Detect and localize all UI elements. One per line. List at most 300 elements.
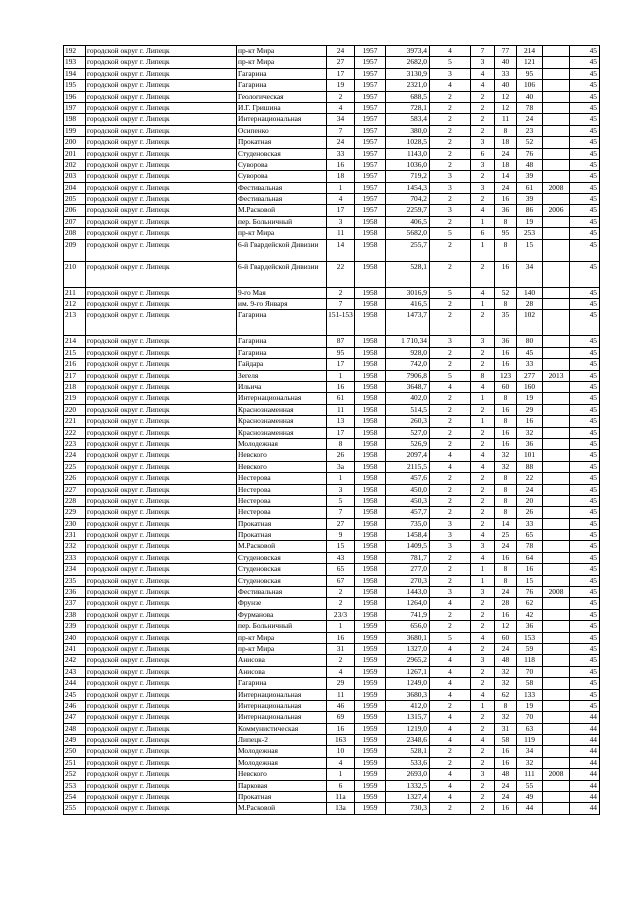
cell-row-number: 249 (64, 735, 86, 746)
cell-floors: 2 (430, 299, 471, 310)
cell-overhaul-year (543, 746, 570, 757)
cell-wear-percent: 45 (570, 643, 600, 654)
cell-build-year: 1959 (355, 792, 386, 803)
cell-build-year: 1958 (355, 261, 386, 287)
cell-house-number: 13 (327, 416, 355, 427)
cell-house-number: 27 (327, 57, 355, 68)
cell-build-year: 1958 (355, 495, 386, 506)
cell-area: 2682,0 (386, 57, 430, 68)
cell-house-number: 1 (327, 473, 355, 484)
cell-area: 5682,0 (386, 228, 430, 239)
cell-entrances: 2 (471, 666, 495, 677)
table-row (64, 310, 600, 336)
cell-overhaul-year (543, 393, 570, 404)
cell-row-number: 210 (64, 261, 86, 287)
table-row (64, 598, 600, 609)
table-row (64, 678, 600, 689)
cell-residents: 55 (517, 780, 543, 791)
cell-apartments: 8 (495, 393, 517, 404)
cell-row-number: 196 (64, 91, 86, 102)
cell-house-number: 1 (327, 769, 355, 780)
cell-floors: 2 (430, 621, 471, 632)
cell-municipality: городской округ г. Липецк (86, 299, 237, 310)
cell-build-year: 1958 (355, 564, 386, 575)
cell-overhaul-year (543, 450, 570, 461)
cell-build-year: 1959 (355, 735, 386, 746)
cell-street: Фестивальная (237, 182, 327, 193)
cell-area: 416,5 (386, 299, 430, 310)
cell-apartments: 16 (495, 261, 517, 287)
cell-street: Фрунзе (237, 598, 327, 609)
cell-build-year: 1958 (355, 587, 386, 598)
cell-row-number: 226 (64, 473, 86, 484)
cell-street: Геологическая (237, 91, 327, 102)
cell-house-number: 31 (327, 643, 355, 654)
cell-entrances: 1 (471, 575, 495, 586)
cell-residents: 26 (517, 507, 543, 518)
cell-street: 6-й Гвардейской Дивизии (237, 261, 327, 287)
cell-apartments: 58 (495, 735, 517, 746)
table-row (64, 655, 600, 666)
cell-row-number: 217 (64, 370, 86, 381)
table-row (64, 228, 600, 239)
cell-house-number: 7 (327, 125, 355, 136)
cell-build-year: 1959 (355, 746, 386, 757)
cell-street: Студеновская (237, 564, 327, 575)
cell-apartments: 28 (495, 598, 517, 609)
cell-floors: 4 (430, 712, 471, 723)
cell-row-number: 195 (64, 80, 86, 91)
cell-apartments: 8 (495, 216, 517, 227)
table-row (64, 575, 600, 586)
cell-house-number: 2 (327, 587, 355, 598)
cell-municipality: городской округ г. Липецк (86, 228, 237, 239)
cell-overhaul-year (543, 416, 570, 427)
cell-house-number: 4 (327, 102, 355, 113)
cell-build-year: 1958 (355, 310, 386, 336)
cell-wear-percent: 45 (570, 347, 600, 358)
housing-register-table (63, 45, 600, 815)
cell-row-number: 247 (64, 712, 86, 723)
cell-overhaul-year (543, 507, 570, 518)
cell-row-number: 204 (64, 182, 86, 193)
cell-entrances: 2 (471, 438, 495, 449)
cell-overhaul-year (543, 700, 570, 711)
cell-overhaul-year (543, 473, 570, 484)
cell-build-year: 1958 (355, 239, 386, 261)
cell-street: Липецк-2 (237, 735, 327, 746)
cell-wear-percent: 45 (570, 621, 600, 632)
cell-floors: 2 (430, 359, 471, 370)
cell-apartments: 24 (495, 780, 517, 791)
cell-entrances: 3 (471, 182, 495, 193)
cell-wear-percent: 45 (570, 518, 600, 529)
cell-row-number: 209 (64, 239, 86, 261)
cell-entrances: 1 (471, 564, 495, 575)
cell-overhaul-year (543, 427, 570, 438)
cell-floors: 4 (430, 655, 471, 666)
cell-municipality: городской округ г. Липецк (86, 609, 237, 620)
cell-area: 533,6 (386, 757, 430, 768)
cell-overhaul-year (543, 299, 570, 310)
cell-house-number: 3 (327, 216, 355, 227)
cell-residents: 36 (517, 438, 543, 449)
cell-house-number: 65 (327, 564, 355, 575)
cell-entrances: 2 (471, 598, 495, 609)
cell-overhaul-year (543, 57, 570, 68)
cell-municipality: городской округ г. Липецк (86, 780, 237, 791)
cell-municipality: городской округ г. Липецк (86, 57, 237, 68)
cell-residents: 42 (517, 609, 543, 620)
cell-build-year: 1957 (355, 91, 386, 102)
cell-entrances: 2 (471, 643, 495, 654)
table-row (64, 587, 600, 598)
cell-municipality: городской округ г. Липецк (86, 114, 237, 125)
cell-floors: 2 (430, 507, 471, 518)
cell-overhaul-year (543, 228, 570, 239)
cell-apartments: 16 (495, 552, 517, 563)
cell-entrances: 2 (471, 746, 495, 757)
cell-floors: 2 (430, 310, 471, 336)
cell-overhaul-year (543, 80, 570, 91)
cell-street: Анисова (237, 666, 327, 677)
cell-street: Ильича (237, 381, 327, 392)
cell-row-number: 200 (64, 137, 86, 148)
cell-wear-percent: 44 (570, 757, 600, 768)
cell-row-number: 215 (64, 347, 86, 358)
cell-residents: 39 (517, 194, 543, 205)
table-row (64, 80, 600, 91)
cell-apartments: 16 (495, 746, 517, 757)
cell-street: Анисова (237, 655, 327, 666)
cell-municipality: городской округ г. Липецк (86, 712, 237, 723)
cell-overhaul-year: 2013 (543, 370, 570, 381)
cell-street: Молодежная (237, 757, 327, 768)
cell-overhaul-year (543, 404, 570, 415)
cell-municipality: городской округ г. Липецк (86, 541, 237, 552)
cell-area: 406,5 (386, 216, 430, 227)
cell-house-number: 151-153 (327, 310, 355, 336)
cell-overhaul-year (543, 723, 570, 734)
cell-overhaul-year (543, 137, 570, 148)
table-row (64, 159, 600, 170)
cell-street: Суворова (237, 171, 327, 182)
cell-apartments: 18 (495, 159, 517, 170)
cell-municipality: городской округ г. Липецк (86, 148, 237, 159)
cell-floors: 2 (430, 102, 471, 113)
cell-house-number: 23/3 (327, 609, 355, 620)
cell-apartments: 8 (495, 416, 517, 427)
cell-residents: 61 (517, 182, 543, 193)
cell-house-number: 16 (327, 632, 355, 643)
cell-build-year: 1959 (355, 643, 386, 654)
cell-street: Краснознаменная (237, 427, 327, 438)
table-row (64, 182, 600, 193)
cell-residents: 70 (517, 712, 543, 723)
cell-row-number: 208 (64, 228, 86, 239)
cell-build-year: 1957 (355, 114, 386, 125)
cell-build-year: 1959 (355, 769, 386, 780)
cell-overhaul-year (543, 655, 570, 666)
table-row (64, 757, 600, 768)
cell-build-year: 1958 (355, 598, 386, 609)
cell-apartments: 52 (495, 287, 517, 298)
cell-municipality: городской округ г. Липецк (86, 347, 237, 358)
cell-wear-percent: 45 (570, 359, 600, 370)
cell-municipality: городской округ г. Липецк (86, 530, 237, 541)
cell-build-year: 1959 (355, 678, 386, 689)
table-row (64, 632, 600, 643)
cell-wear-percent: 44 (570, 723, 600, 734)
cell-municipality: городской округ г. Липецк (86, 746, 237, 757)
cell-floors: 4 (430, 643, 471, 654)
cell-apartments: 48 (495, 655, 517, 666)
cell-overhaul-year (543, 68, 570, 79)
cell-build-year: 1959 (355, 803, 386, 814)
table-row (64, 91, 600, 102)
table-row (64, 643, 600, 654)
cell-residents: 39 (517, 171, 543, 182)
cell-residents: 19 (517, 216, 543, 227)
table-row (64, 381, 600, 392)
cell-wear-percent: 45 (570, 666, 600, 677)
cell-street: Студеновская (237, 552, 327, 563)
cell-floors: 2 (430, 159, 471, 170)
table-row (64, 609, 600, 620)
cell-residents: 76 (517, 587, 543, 598)
cell-street: Парковая (237, 780, 327, 791)
table-row (64, 518, 600, 529)
cell-floors: 2 (430, 114, 471, 125)
cell-apartments: 123 (495, 370, 517, 381)
cell-entrances: 2 (471, 495, 495, 506)
cell-apartments: 32 (495, 678, 517, 689)
cell-residents: 29 (517, 404, 543, 415)
cell-entrances: 2 (471, 518, 495, 529)
cell-overhaul-year (543, 239, 570, 261)
cell-floors: 3 (430, 68, 471, 79)
cell-municipality: городской округ г. Липецк (86, 404, 237, 415)
cell-row-number: 227 (64, 484, 86, 495)
table-row (64, 125, 600, 136)
table-row (64, 746, 600, 757)
cell-house-number: 11 (327, 689, 355, 700)
cell-floors: 2 (430, 757, 471, 768)
cell-municipality: городской округ г. Липецк (86, 68, 237, 79)
cell-entrances: 2 (471, 484, 495, 495)
cell-area: 2115,5 (386, 461, 430, 472)
cell-residents: 133 (517, 689, 543, 700)
cell-row-number: 206 (64, 205, 86, 216)
cell-house-number: 11а (327, 792, 355, 803)
cell-street: Нестерова (237, 507, 327, 518)
cell-build-year: 1957 (355, 57, 386, 68)
cell-floors: 2 (430, 261, 471, 287)
cell-street: Гагарина (237, 80, 327, 91)
cell-entrances: 3 (471, 137, 495, 148)
cell-street: пр-кт Мира (237, 228, 327, 239)
cell-house-number: 7 (327, 299, 355, 310)
cell-residents: 160 (517, 381, 543, 392)
cell-residents: 101 (517, 450, 543, 461)
cell-apartments: 35 (495, 310, 517, 336)
cell-entrances: 4 (471, 632, 495, 643)
cell-wear-percent: 45 (570, 450, 600, 461)
cell-residents: 44 (517, 803, 543, 814)
cell-row-number: 248 (64, 723, 86, 734)
cell-municipality: городской округ г. Липецк (86, 182, 237, 193)
cell-floors: 2 (430, 404, 471, 415)
cell-residents: 70 (517, 666, 543, 677)
cell-row-number: 197 (64, 102, 86, 113)
table-row (64, 461, 600, 472)
cell-wear-percent: 45 (570, 530, 600, 541)
cell-floors: 5 (430, 370, 471, 381)
cell-apartments: 12 (495, 91, 517, 102)
cell-row-number: 221 (64, 416, 86, 427)
cell-street: Интернациональная (237, 712, 327, 723)
cell-floors: 2 (430, 609, 471, 620)
cell-floors: 4 (430, 461, 471, 472)
cell-street: пер. Больничный (237, 621, 327, 632)
table-row (64, 393, 600, 404)
cell-overhaul-year (543, 159, 570, 170)
cell-overhaul-year (543, 803, 570, 814)
cell-floors: 4 (430, 678, 471, 689)
cell-house-number: 4 (327, 666, 355, 677)
cell-house-number: 17 (327, 205, 355, 216)
cell-house-number: 17 (327, 427, 355, 438)
cell-row-number: 198 (64, 114, 86, 125)
cell-floors: 2 (430, 575, 471, 586)
cell-residents: 32 (517, 427, 543, 438)
cell-wear-percent: 45 (570, 91, 600, 102)
cell-overhaul-year (543, 621, 570, 632)
cell-build-year: 1958 (355, 416, 386, 427)
cell-overhaul-year (543, 114, 570, 125)
cell-apartments: 8 (495, 564, 517, 575)
cell-house-number: 2 (327, 655, 355, 666)
cell-floors: 2 (430, 495, 471, 506)
cell-house-number: 34 (327, 114, 355, 125)
cell-floors: 2 (430, 91, 471, 102)
cell-row-number: 232 (64, 541, 86, 552)
cell-entrances: 2 (471, 780, 495, 791)
cell-overhaul-year (543, 678, 570, 689)
cell-residents: 119 (517, 735, 543, 746)
cell-area: 2348,6 (386, 735, 430, 746)
cell-municipality: городской округ г. Липецк (86, 287, 237, 298)
table-row (64, 723, 600, 734)
cell-overhaul-year (543, 757, 570, 768)
cell-residents: 34 (517, 746, 543, 757)
cell-street: Нестерова (237, 484, 327, 495)
cell-row-number: 211 (64, 287, 86, 298)
cell-wear-percent: 45 (570, 148, 600, 159)
cell-apartments: 32 (495, 461, 517, 472)
cell-residents: 19 (517, 393, 543, 404)
cell-overhaul-year (543, 216, 570, 227)
cell-wear-percent: 45 (570, 473, 600, 484)
cell-residents: 111 (517, 769, 543, 780)
cell-wear-percent: 45 (570, 125, 600, 136)
cell-wear-percent: 45 (570, 159, 600, 170)
cell-residents: 58 (517, 678, 543, 689)
cell-residents: 253 (517, 228, 543, 239)
cell-house-number: 43 (327, 552, 355, 563)
table-row (64, 194, 600, 205)
table-row (64, 530, 600, 541)
cell-municipality: городской округ г. Липецк (86, 564, 237, 575)
cell-house-number: 15 (327, 541, 355, 552)
cell-residents: 153 (517, 632, 543, 643)
cell-house-number: 17 (327, 68, 355, 79)
cell-entrances: 4 (471, 287, 495, 298)
table-row (64, 148, 600, 159)
cell-area: 735,0 (386, 518, 430, 529)
cell-build-year: 1959 (355, 689, 386, 700)
cell-street: Краснознаменная (237, 416, 327, 427)
table-row (64, 792, 600, 803)
cell-row-number: 219 (64, 393, 86, 404)
cell-apartments: 8 (495, 125, 517, 136)
cell-apartments: 24 (495, 182, 517, 193)
cell-entrances: 2 (471, 102, 495, 113)
cell-municipality: городской округ г. Липецк (86, 678, 237, 689)
cell-residents: 76 (517, 148, 543, 159)
cell-entrances: 2 (471, 310, 495, 336)
cell-row-number: 214 (64, 336, 86, 347)
table-row (64, 438, 600, 449)
table-row (64, 769, 600, 780)
cell-apartments: 31 (495, 723, 517, 734)
cell-municipality: городской округ г. Липецк (86, 643, 237, 654)
cell-floors: 5 (430, 632, 471, 643)
cell-municipality: городской округ г. Липецк (86, 370, 237, 381)
cell-overhaul-year: 2008 (543, 182, 570, 193)
cell-street: И.Г. Гришина (237, 102, 327, 113)
cell-house-number: 16 (327, 381, 355, 392)
cell-floors: 2 (430, 746, 471, 757)
table-row (64, 205, 600, 216)
cell-floors: 3 (430, 530, 471, 541)
cell-build-year: 1958 (355, 461, 386, 472)
cell-area: 781,7 (386, 552, 430, 563)
cell-row-number: 255 (64, 803, 86, 814)
cell-row-number: 252 (64, 769, 86, 780)
cell-area: 1327,0 (386, 643, 430, 654)
cell-build-year: 1958 (355, 575, 386, 586)
cell-residents: 277 (517, 370, 543, 381)
table-row (64, 427, 600, 438)
cell-build-year: 1957 (355, 68, 386, 79)
table-row (64, 666, 600, 677)
cell-street: Фестивальная (237, 194, 327, 205)
cell-municipality: городской округ г. Липецк (86, 621, 237, 632)
cell-wear-percent: 45 (570, 216, 600, 227)
cell-apartments: 8 (495, 575, 517, 586)
cell-wear-percent: 44 (570, 735, 600, 746)
table-row (64, 299, 600, 310)
cell-floors: 4 (430, 666, 471, 677)
cell-row-number: 245 (64, 689, 86, 700)
cell-apartments: 8 (495, 700, 517, 711)
cell-residents: 20 (517, 495, 543, 506)
cell-apartments: 16 (495, 438, 517, 449)
cell-area: 3680,3 (386, 689, 430, 700)
cell-floors: 2 (430, 552, 471, 563)
cell-area: 3973,4 (386, 46, 430, 57)
